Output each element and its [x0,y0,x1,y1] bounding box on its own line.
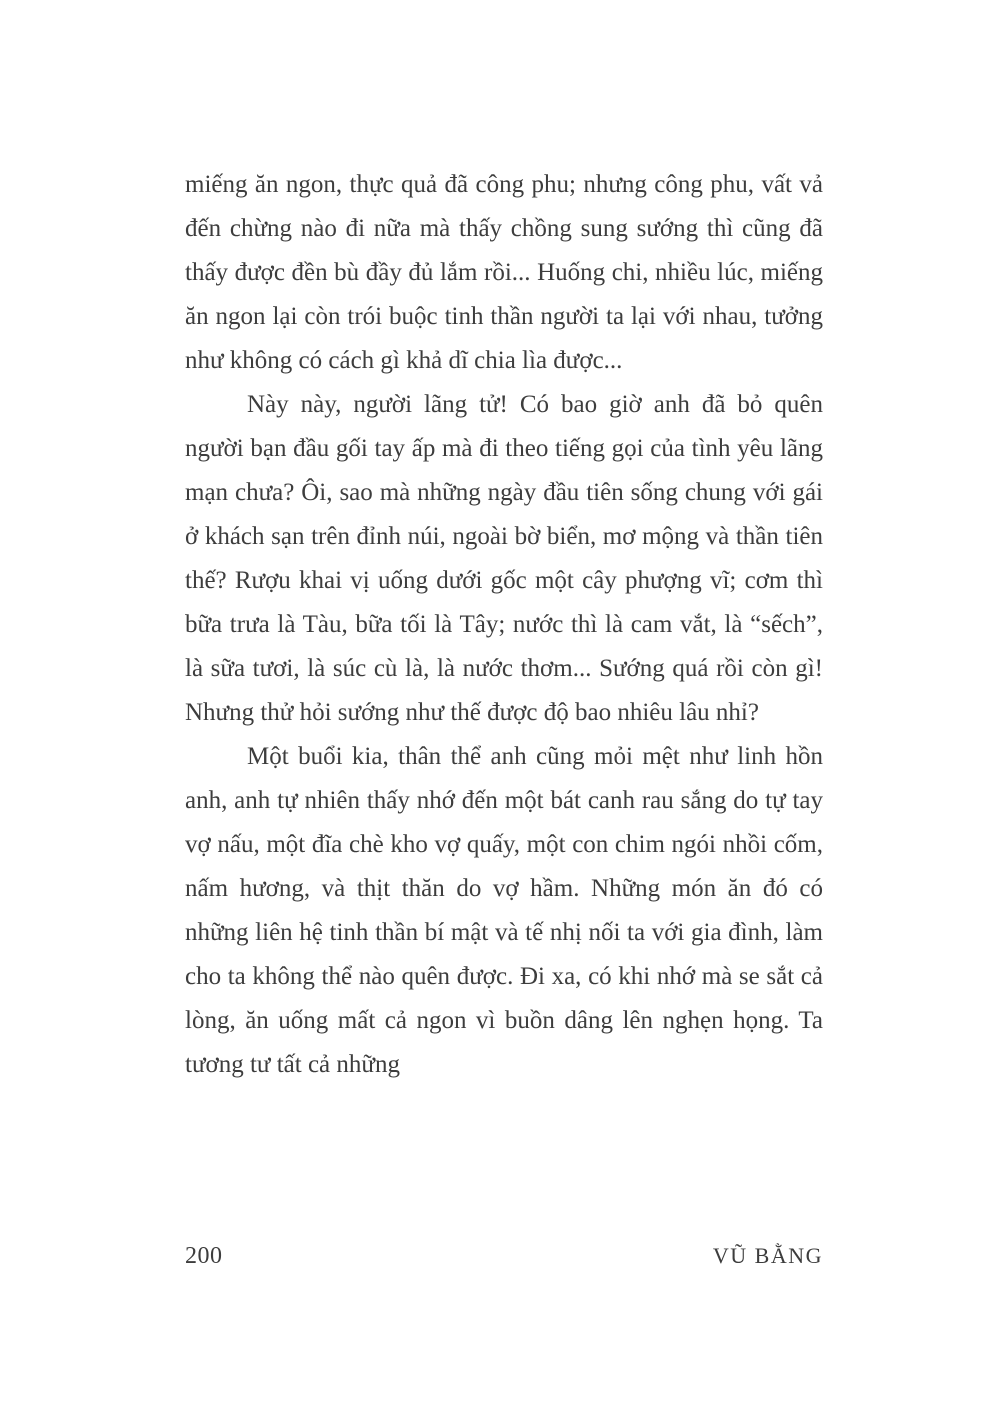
paragraph-1: miếng ăn ngon, thực quả đã công phu; nhưng công phu, vất vả đến chừng nào đi nữa mà thấy chồng sung sướng thì cũng đã thấy được đền bù đầy đủ lắm rồi... Huống chi, nhiều lúc, miếng ăn ngon lại còn trói buộc tinh thần người ta lại với nhau, tưởng như không có cách gì khả dĩ chia lìa được... [185,171,823,374]
page-number: 200 [185,1243,223,1269]
paragraph-2: Này này, người lãng tử! Có bao giờ anh đã bỏ quên người bạn đầu gối tay ấp mà đi theo tiếng gọi của tình yêu lãng mạn chưa? Ôi, sao mà những ngày đầu tiên sống chung với gái ở khách sạn trên đỉnh núi, ngoài bờ biển, mơ mộng và thần tiên thế? Rượu khai vị uống dưới gốc một cây phượng vĩ; cơm thì bữa trưa là Tàu, bữa tối là Tây; nước thì là cam vắt, là “sếch”, là sữa tươi, là súc cù là, là nước thơm... Sướng quá rồi còn gì! Nhưng thử hỏi sướng như thế được độ bao nhiêu lâu nhỉ? [185,391,823,726]
page-text-block [185,163,823,1087]
page-footer [185,1243,823,1270]
author-name: VŨ BẰNG [712,1243,823,1268]
paragraph-3: Một buổi kia, thân thể anh cũng mỏi mệt như linh hồn anh, anh tự nhiên thấy nhớ đến một bát canh rau sắng do tự tay vợ nấu, một đĩa chè kho vợ quấy, một con chim ngói nhồi cốm, nấm hương, và thịt thăn do vợ hầm. Những món ăn đó có những liên hệ tinh thần bí mật và tế nhị nối ta với gia đình, làm cho ta không thể nào quên được. Đi xa, có khi nhớ mà se sắt cả lòng, ăn uống mất cả ngon vì buồn dâng lên nghẹn họng. Ta tương tư tất cả những [185,743,823,1078]
